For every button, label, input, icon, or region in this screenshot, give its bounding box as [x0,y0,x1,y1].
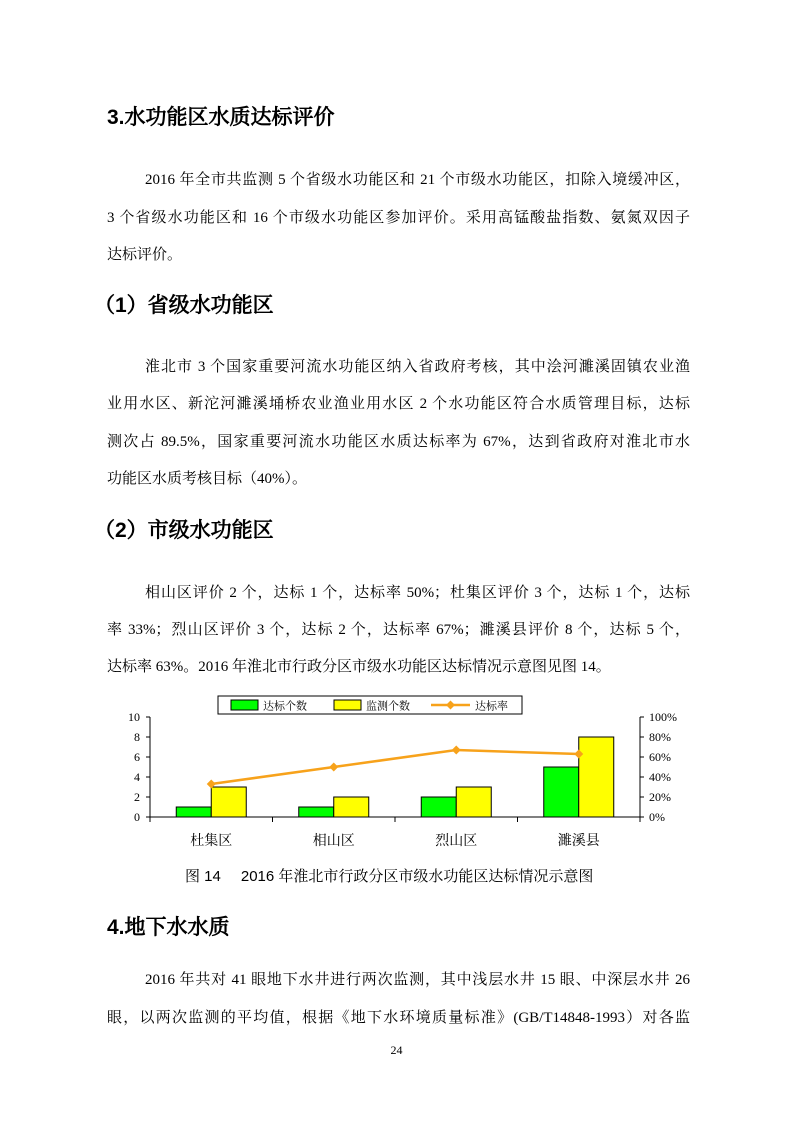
subsection-2-heading: （2）市级水功能区 [94,519,274,542]
subsection-1-heading: （1）省级水功能区 [94,294,274,317]
category-label: 相山区 [312,834,355,849]
figure-caption [185,868,593,886]
section-4-heading: 4.地下水水质 [107,916,230,939]
right-tick-label: 40% [649,770,671,784]
compliance-rate-point [329,763,338,772]
paragraph-line: 2016 年共对 41 眼地下水井进行两次监测，其中浅层水井 15 眼、中深层水井 26 [145,972,690,988]
monitored-count-legend-swatch [334,700,361,710]
compliant-count-bar [176,807,211,817]
paragraph-line: 眼，以两次监测的平均值，根据《地下水环境质量标准》(GB/T14848-1993）对各监 [107,1010,690,1026]
paragraph-line: 3 个省级水功能区和 16 个市级水功能区参加评价。采用高锰酸盐指数、氨氮双因子 [107,210,690,226]
paragraph-line: 淮北市 3 个国家重要河流水功能区纳入省政府考核，其中浍河濉溪固镇农业渔 [145,359,690,375]
monitored-count-bar [456,787,491,817]
compliance-rate-point [452,746,461,755]
compliant-count-bar [544,767,579,817]
monitored-count-bar [211,787,246,817]
right-tick-label: 0% [649,810,665,824]
compliant-count-legend-label: 达标个数 [263,700,307,713]
left-tick-label: 2 [134,790,140,804]
category-label: 杜集区 [190,834,233,849]
paragraph-line: 功能区水质考核目标（40%）。 [107,471,307,487]
compliant-count-legend-swatch [231,700,258,710]
left-tick-label: 10 [128,710,140,724]
left-tick-label: 6 [134,750,140,764]
paragraph-line: 业用水区、新沱河濉溪埇桥农业渔业用水区 2 个水功能区符合水质管理目标，达标 [107,396,690,412]
figure-caption-text: 2016 年淮北市行政分区市级水功能区达标情况示意图 [240,868,594,885]
paragraph-line: 达标率 63%。2016 年淮北市行政分区市级水功能区达标情况示意图见图 14。 [107,659,611,675]
right-tick-label: 80% [649,730,671,744]
category-label: 烈山区 [435,834,478,849]
paragraph-line: 相山区评价 2 个，达标 1 个，达标率 50%；杜集区评价 3 个，达标 1 个，达标 [145,585,690,601]
paragraph-line: 2016 年全市共监测 5 个省级水功能区和 21 个市级水功能区，扣除入境缓冲区， [145,172,690,188]
section-3-heading: 3.水功能区水质达标评价 [107,106,335,129]
monitored-count-legend-label: 监测个数 [366,700,410,713]
paragraph-line: 率 33%；烈山区评价 3 个，达标 2 个，达标率 67%；濉溪县评价 8 个，达标 5 个， [107,622,690,638]
compliance-rate-line [211,750,579,784]
right-tick-label: 60% [649,750,671,764]
monitored-count-bar [579,737,614,817]
category-label: 濉溪县 [557,834,600,849]
left-tick-label: 4 [134,770,140,784]
compliance-rate-legend-label: 达标率 [475,700,508,713]
right-tick-label: 100% [649,710,677,724]
paragraph-line: 测次占 89.5%，国家重要河流水功能区水质达标率为 67%，达到省政府对淮北市水 [107,434,690,450]
page-number: 24 [390,1043,403,1057]
compliant-count-bar [421,797,456,817]
figure-label: 图 14 [185,868,221,885]
left-tick-label: 0 [134,810,140,824]
paragraph-line: 达标评价。 [107,247,183,263]
left-tick-label: 8 [134,730,140,744]
monitored-count-bar [334,797,369,817]
right-tick-label: 20% [649,790,671,804]
compliant-count-bar [299,807,334,817]
figure-14-chart [0,680,793,860]
